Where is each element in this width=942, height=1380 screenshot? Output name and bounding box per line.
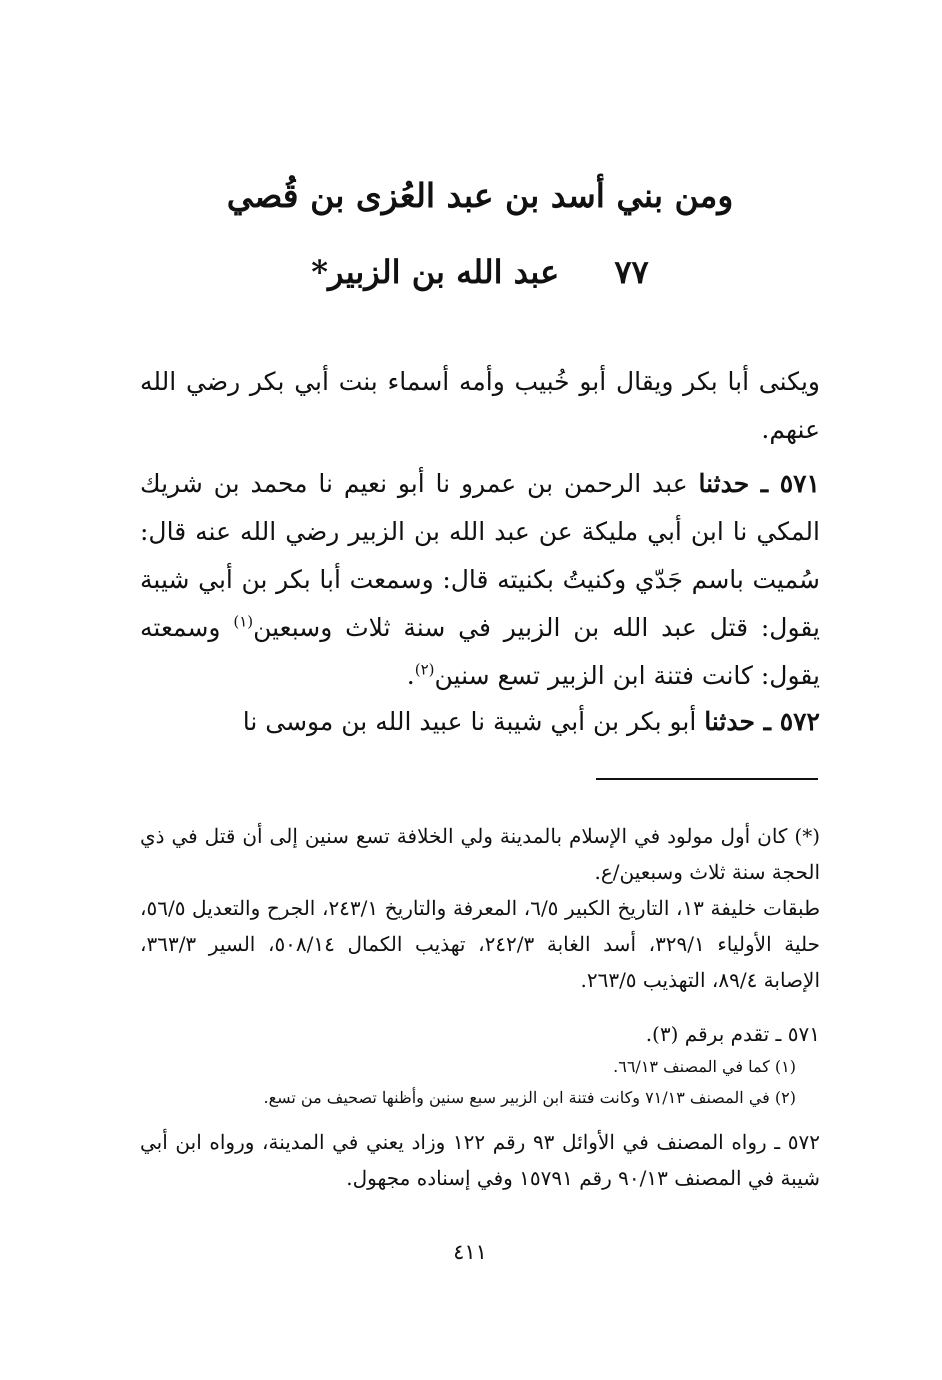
intro-paragraph: ويكنى أبا بكر ويقال أبو خُبيب وأمه أسماء بنت أبي بكر رضي الله عنهم. (140, 367, 820, 444)
hadith-571-paragraph (140, 460, 820, 700)
hadith-571-text-b: وسمعته يقول: كانت فتنة ابن الزبير تسع سنين (140, 613, 820, 690)
footnote-2: (٢) في المصنف ٧١/١٣ وكانت فتنة ابن الزبير سبع سنين وأظنها تصحيف من تسع. (263, 1088, 796, 1107)
page-number: ٤١١ (453, 1240, 487, 1264)
footnote-ref-2: (٢) (414, 660, 435, 679)
footnote-571: ٥٧١ ـ تقدم برقم (٣). (645, 1022, 820, 1046)
hadith-572-paragraph (140, 698, 820, 746)
hadith-571-lead: ٥٧١ ـ حدثنا (698, 469, 820, 498)
footnote-572: ٥٧٢ ـ رواه المصنف في الأوائل ٩٣ رقم ١٢٢ وزاد يعني في المدينة، ورواه ابن أبي شيبة في المصنف ٩٠/١٣ رقم ١٥٧٩١ وفي إسناده مجهول. (140, 1130, 821, 1190)
hadith-571-text-c: . (406, 661, 415, 690)
footnote-star: (*) كان أول مولود في الإسلام بالمدينة ولي الخلافة تسع سنين إلى أن قتل في ذي الحجة سنة ثلاث وسبعين/ع. (140, 824, 820, 884)
footnote-sources: طبقات خليفة ١٣، التاريخ الكبير ٦/٥، المعرفة والتاريخ ٢٤٣/١، الجرح والتعديل ٥٦/٥، حلية الأولياء ٣٢٩/١، أسد الغابة ٢٤٢/٣، تهذيب الكمال ٥٠٨/١٤، السير ٣٦٣/٣، الإصابة ٨٩/٤، التهذيب ٢٦٣/٥. (140, 896, 820, 992)
hadith-572-lead: ٥٧٢ ـ حدثنا (704, 707, 820, 736)
hadith-571-text-a: عبد الرحمن بن عمرو نا أبو نعيم نا محمد بن شريك المكي نا ابن أبي مليكة عن عبد الله بن الزبير رضي الله عنه قال: سُميت باسم جَدّي وكنيتُ بكنيته قال: وسمعت أبا بكر بن أبي شيبة يقول: قتل عبد الله بن الزبير في سنة ثلاث وسبعين (140, 469, 820, 642)
footnote-ref-1: (١) (233, 612, 254, 631)
section-heading: ومن بني أسد بن عبد العُزى بن قُصي (226, 176, 734, 215)
entry-heading (300, 248, 660, 296)
entry-number: ٧٧ (614, 253, 649, 291)
entry-name: عبد الله بن الزبير* (311, 253, 560, 291)
footnote-divider (596, 778, 818, 780)
footnote-1: (١) كما في المصنف ٦٦/١٣. (613, 1057, 796, 1076)
hadith-572-text: أبو بكر بن أبي شيبة نا عبيد الله بن موسى نا (242, 707, 705, 736)
